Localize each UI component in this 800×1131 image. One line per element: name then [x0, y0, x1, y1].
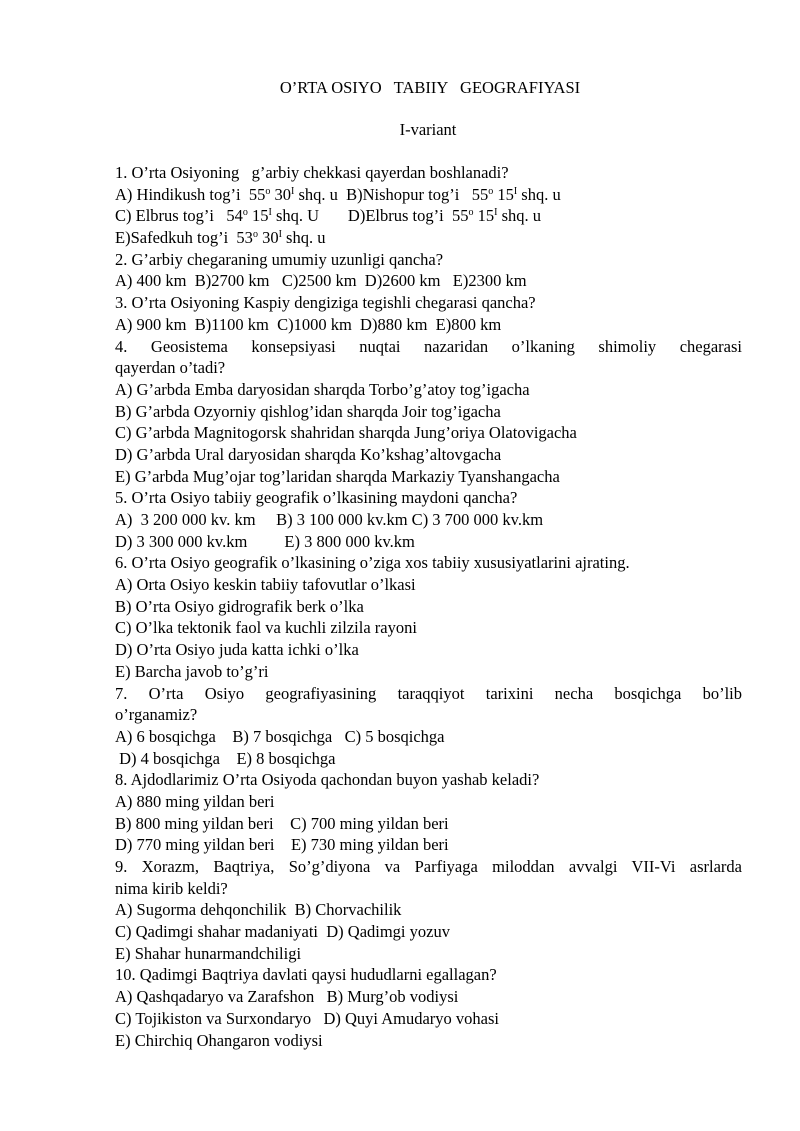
question-3-text: 3. O’rta Osiyoning Kaspiy dengiziga tegishli chegarasi qancha?: [115, 293, 536, 313]
question-5-options-1: A) 3 200 000 kv. km B) 3 100 000 kv.km C) 3 700 000 kv.km: [115, 510, 544, 529]
question-8-options-2: B) 800 ming yildan beri C) 700 ming yildan beri: [115, 813, 449, 833]
question-4-option-d: D) G’arbda Ural daryosidan sharqda Ko’kshag’altovgacha: [115, 444, 502, 464]
question-1-option-e: E)Safedkuh tog’i 53$^o$ $30^I$ shq. u: [115, 228, 326, 248]
question-9-text-line2: nima kirib keldi?: [115, 878, 228, 898]
question-2-options: A) 400 km B)2700 km C)2500 km D)2600 km E)2300 km: [115, 271, 527, 291]
question-10-text: 10. Qadimgi Baqtriya davlati qaysi hududlarni egallagan?: [115, 965, 497, 985]
question-4-option-b: B) G’arbda Ozyorniy qishlog’idan sharqda Joir tog’igacha: [115, 401, 501, 421]
question-7-text-line2: o’rganamiz?: [115, 705, 198, 725]
question-9-options-2: C) Qadimgi shahar madaniyati D) Qadimgi yozuv: [115, 922, 450, 942]
question-9-options-1: A) Sugorma dehqonchilik B) Chorvachilik: [115, 900, 402, 920]
question-9-text-line1: 9. Xorazm, Baqtriya, So’g’diyona va Parfiyaga miloddan avvalgi VII-Vi asrlarda: [115, 857, 742, 876]
question-6-option-c: C) O’lka tektonik faol va kuchli zilzila rayoni: [115, 618, 417, 638]
question-6-text: 6. O’rta Osiyo geografik o’lkasining o’ziga xos tabiiy xususiyatlarini ajrating.: [115, 553, 630, 573]
question-4-option-c: C) G’arbda Magnitogorsk shahridan sharqda Jung’oriya Olatovigacha: [115, 423, 577, 443]
document-title: O’RTA OSIYO TABIIY GEOGRAFIYASI: [279, 78, 581, 97]
question-2-text: 2. G’arbiy chegaraning umumiy uzunligi qancha?: [115, 249, 444, 269]
question-6-option-b: B) O’rta Osiyo gidrografik berk o’lka: [115, 596, 364, 616]
question-list: [115, 162, 742, 1051]
question-7-options-1: A) 6 bosqichga B) 7 bosqichga C) 5 bosqichga: [115, 726, 445, 746]
question-6-option-a: A) Orta Osiyo keskin tabiiy tafovutlar o’lkasi: [115, 575, 416, 595]
question-8-text: 8. Ajdodlarimiz O’rta Osiyoda qachondan buyon yashab keladi?: [115, 770, 540, 790]
question-4-option-a: A) G’arbda Emba daryosidan sharqda Torbo’g’atoy tog’igacha: [115, 379, 530, 399]
question-10-options-3: E) Chirchiq Ohangaron vodiysi: [115, 1030, 323, 1050]
question-10-options-1: A) Qashqadaryo va Zarafshon B) Murg’ob vodiysi: [115, 987, 459, 1007]
question-1-options-ab: A) Hindikush tog’i 55$^o$ $30^I$ shq. u B)Nishopur tog’i 55$^o$ $15^I$ shq. u: [115, 184, 561, 204]
question-5-text: 5. O’rta Osiyo tabiiy geografik o’lkasining maydoni qancha?: [115, 488, 518, 508]
question-9-options-3: E) Shahar hunarmandchiligi: [115, 943, 302, 963]
question-1-text: 1. O’rta Osiyoning g’arbiy chekkasi qayerdan boshlanadi?: [115, 163, 509, 182]
question-5-options-2: D) 3 300 000 kv.km E) 3 800 000 kv.km: [115, 531, 415, 551]
question-7-text-line1: 7. O’rta Osiyo geografiyasining taraqqiyot tarixini necha bosqichga bo’lib: [115, 683, 742, 703]
question-6-option-e: E) Barcha javob to’g’ri: [115, 661, 269, 681]
question-7-options-2: D) 4 bosqichga E) 8 bosqichga: [115, 748, 336, 768]
question-4-text-line2: qayerdan o’tadi?: [115, 358, 226, 378]
question-4-option-e: E) G’arbda Mug’ojar tog’laridan sharqda Markaziy Tyanshangacha: [115, 466, 560, 486]
question-8-options-1: A) 880 ming yildan beri: [115, 791, 275, 811]
question-8-options-3: D) 770 ming yildan beri E) 730 ming yildan beri: [115, 835, 449, 855]
question-6-option-d: D) O’rta Osiyo juda katta ichki o’lka: [115, 640, 359, 660]
variant-label: I-variant: [399, 120, 457, 139]
question-10-options-2: C) Tojikiston va Surxondaryo D) Quyi Amudaryo vohasi: [115, 1008, 499, 1028]
question-3-options: A) 900 km B)1100 km C)1000 km D)880 km E)800 km: [115, 314, 502, 334]
question-4-text-line1: 4. Geosistema konsepsiyasi nuqtai nazaridan o’lkaning shimoliy chegarasi: [115, 336, 742, 356]
question-1-options-cd: C) Elbrus tog’i 54$^o$ $15^I$ shq. U D)Elbrus tog’i 55$^o$ $15^I$ shq. u: [115, 206, 541, 226]
